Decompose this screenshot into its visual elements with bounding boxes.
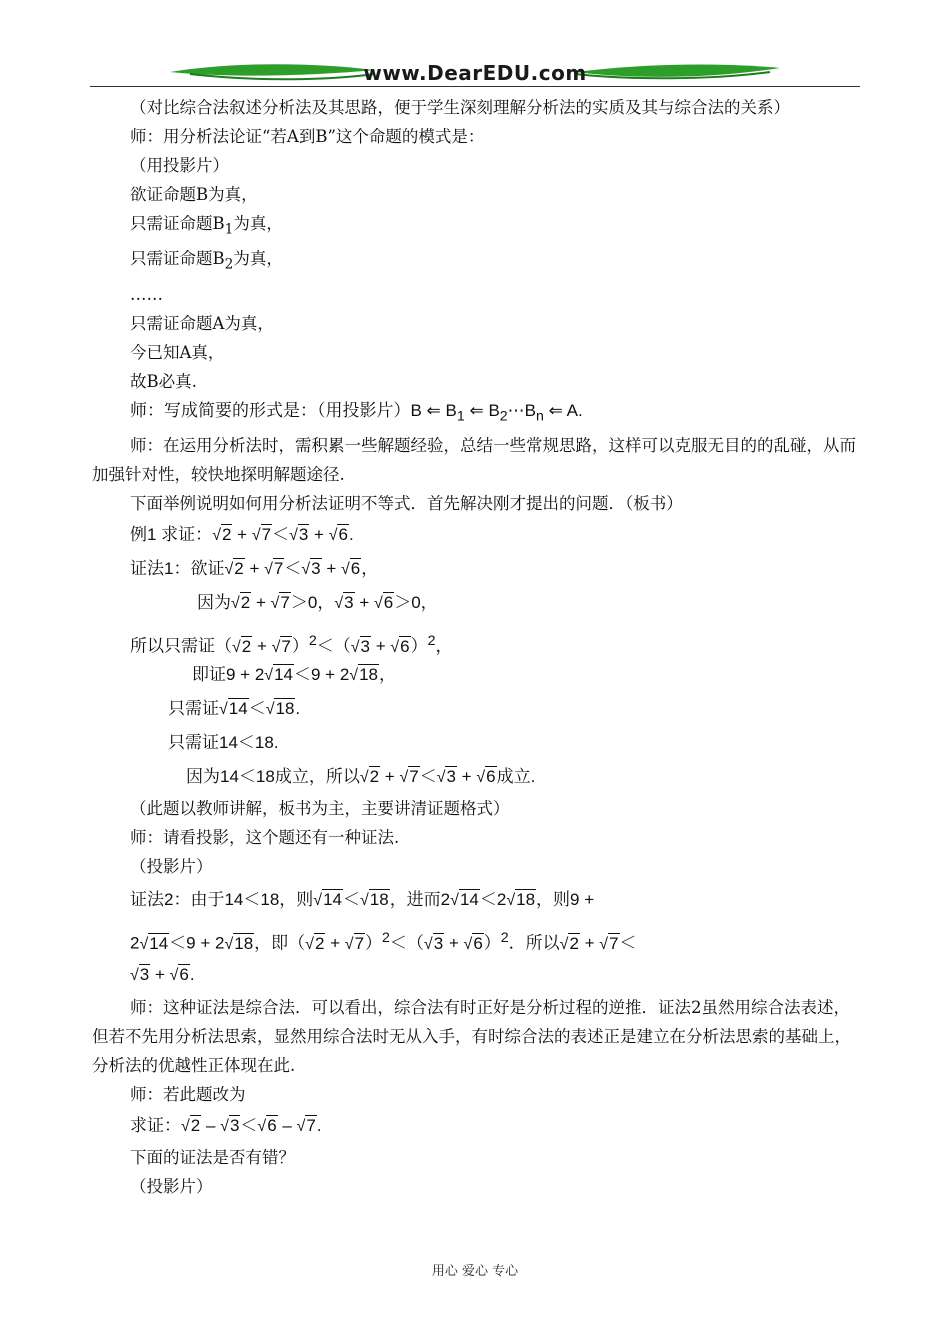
paragraph: 故B必真. — [130, 371, 197, 391]
formula-line: 师：写成简要的形式是：（用投影片）B ⇐ $B_1$ ⇐ $B_2\cdots B_n$ ⇐ A. — [130, 400, 583, 424]
formula-line: 只需证√14＜√18. — [168, 698, 301, 718]
paragraph: 师：若此题改为 — [130, 1084, 246, 1104]
paragraph: 师：这种证法是综合法．可以看出，综合法有时正好是分析过程的逆推．证法2虽然用综合法表述，但若不先用分析法思索，显然用综合法时无从入手，有时综合法的表述正是建立在分析法思索的基础上，分析法的优越性正体现在此. — [92, 997, 851, 1075]
paragraph: （对比综合法叙述分析法及其思路，便于学生深刻理解分析法的实质及其与综合法的关系） — [130, 98, 790, 117]
paragraph: 欲证命题B为真， — [130, 185, 258, 204]
formula-line: 证法2：由于14＜18，则√14＜√18，进而2√14＜2√18，则9 + — [130, 889, 595, 909]
page-header — [90, 58, 860, 90]
paragraph: （投影片） — [130, 856, 213, 876]
paragraph: （用投影片） — [130, 156, 229, 175]
formula-line: 所以只需证$(√2 + √7)^2<(√3 + √6)^2$， — [130, 632, 453, 656]
paragraph: 下面举例说明如何用分析法证明不等式．首先解决刚才提出的问题．（板书） — [130, 493, 683, 513]
page-footer: 用心 爱心 专心 — [431, 1264, 519, 1279]
paragraph: 只需证命题A为真， — [130, 313, 274, 333]
formula-line: 证法1：欲证√2 + √7＜√3 + √6， — [130, 558, 379, 578]
site-url: www.DearEDU.com — [363, 61, 587, 85]
formula-line: 例1 求证：√2 + √7＜√3 + √6. — [130, 524, 354, 544]
paragraph: 师：用分析法论证“若A到B”这个命题的模式是： — [130, 127, 485, 146]
document-body — [92, 93, 862, 1201]
formula-line: 因为√2 + √7＞0，√3 + √6＞0， — [197, 592, 438, 612]
formula-line: 即证9 + 2√14＜9 + 2√18， — [192, 664, 396, 684]
formula-line: 求证：√2 – √3＜√6 – √7. — [130, 1115, 322, 1135]
paragraph: 师：请看投影，这个题还有一种证法. — [130, 827, 400, 847]
paragraph: …… — [130, 284, 163, 304]
paragraph: （投影片） — [130, 1176, 213, 1196]
paragraph: 师：在运用分析法时，需积累一些解题经验，总结一些常规思路，这样可以克服无目的的乱碰，从而加强针对性，较快地探明解题途径. — [92, 435, 856, 484]
paragraph: （此题以教师讲解，板书为主，主要讲清证题格式） — [130, 798, 510, 818]
header-rule — [90, 86, 860, 87]
formula-line: 只需证14＜18. — [168, 732, 279, 752]
paragraph: 今已知A真， — [130, 342, 225, 362]
paragraph: 只需证命题$B_1$为真， — [130, 214, 283, 238]
formula-line: 2√14＜9 + 2√18，即$(√2 + √7)^2<(√3 + √6)^2$．所以√2 + √7＜ — [130, 929, 637, 953]
paragraph: 下面的证法是否有错？ — [130, 1147, 295, 1167]
paragraph: 只需证命题$B_2$为真， — [130, 249, 283, 273]
formula-line: 因为14＜18成立，所以√2 + √7＜√3 + √6成立. — [186, 766, 536, 786]
formula-line: √3 + √6. — [130, 964, 195, 984]
